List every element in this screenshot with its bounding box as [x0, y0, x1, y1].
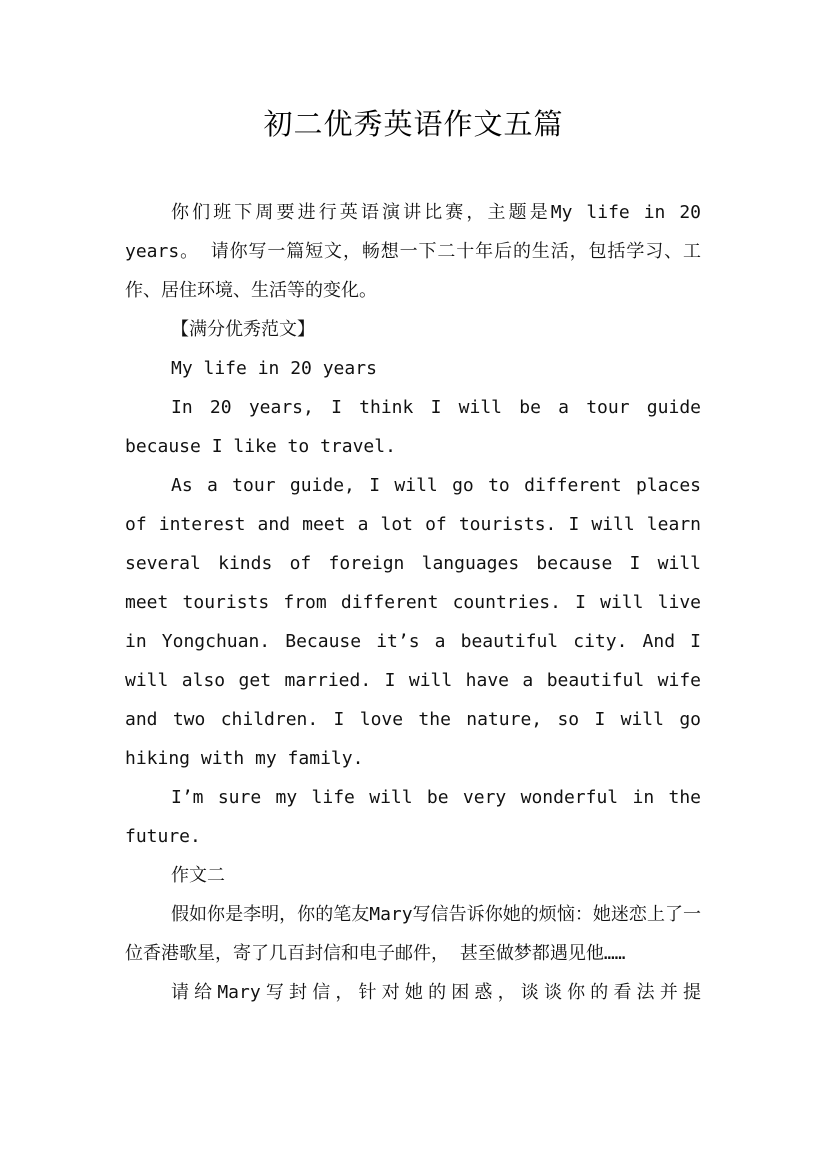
prompt-paragraph: 你们班下周要进行英语演讲比赛，主题是My life in 20 years。 请你写一篇短文，畅想一下二十年后的生活，包括学习、工作、居住环境、生活等的变化。 — [125, 202, 701, 301]
document-title: 初二优秀英语作文五篇 — [263, 107, 564, 141]
section-heading-model-essay: 【满分优秀范文】 — [171, 319, 315, 340]
prompt-paragraph: 请给Mary写封信，针对她的困惑，谈谈你的看法并提 — [171, 982, 701, 1003]
essay-title: My life in 20 years — [171, 358, 377, 379]
essay-paragraph: As a tour guide, I will go to different places of interest and meet a lot of tourists. I will learn several kinds of foreign languages because I will meet tourists from different countries. I will live in Yongchuan. Because it’s a beautiful city. And I will also get married. I will have a beautiful wife and two children. I love the nature, so I will go hiking with my family. — [125, 475, 701, 769]
essay-paragraph: In 20 years, I think I will be a tour guide because I like to travel. — [125, 397, 701, 457]
section-heading-essay-two: 作文二 — [171, 865, 225, 886]
prompt-paragraph: 假如你是李明，你的笔友Mary写信告诉你她的烦恼：她迷恋上了一位香港歌星，寄了几百封信和电子邮件， 甚至做梦都遇见他…… — [125, 904, 701, 964]
document-body — [125, 193, 701, 1012]
essay-paragraph: I’m sure my life will be very wonderful in the future. — [125, 787, 701, 847]
